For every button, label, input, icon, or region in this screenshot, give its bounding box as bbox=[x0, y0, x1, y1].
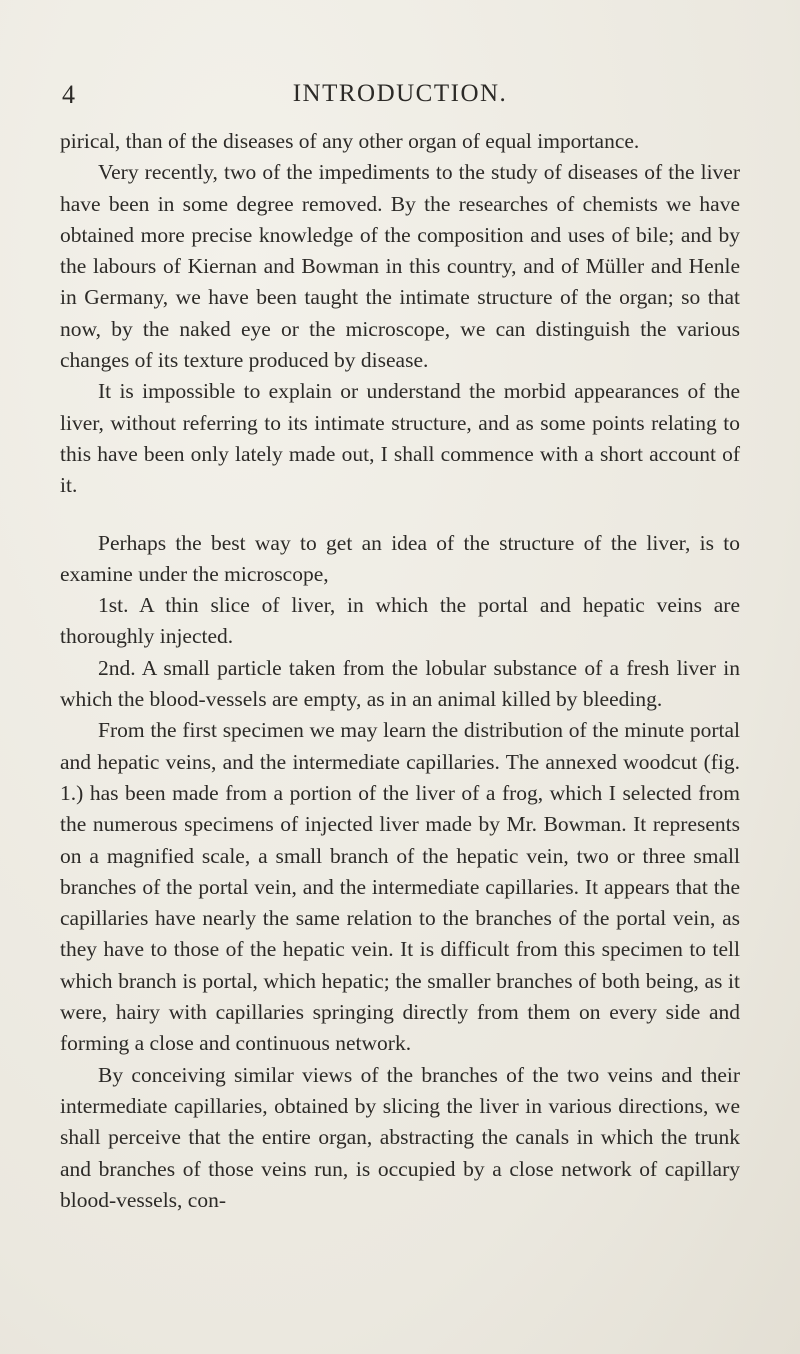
body-text bbox=[60, 126, 740, 1216]
paragraph-morbid-appearances: It is impossible to explain or understand the morbid appearances of the liver, without referring to its intimate structure, and as some points relating to this have been only lately made out, I shall commence with a short account of it. bbox=[60, 379, 740, 498]
page-number: 4 bbox=[62, 80, 75, 109]
running-head bbox=[62, 80, 738, 112]
paragraph-continuation: pirical, than of the diseases of any other organ of equal importance. bbox=[60, 129, 640, 153]
paragraph-similar-views: By conceiving similar views of the branches of the two veins and their intermediate capillaries, obtained by slicing the liver in various directions, we shall perceive that the entire organ, abstracting the canals in which the trunk and branches of those veins run, is occupied by a close network of capillary blood-vessels, con- bbox=[60, 1062, 740, 1212]
paragraph-recent-advances: Very recently, two of the impediments to the study of diseases of the liver have been in some degree removed. By the researches of chemists we have obtained more precise knowledge of the composition and uses of bile; and by the labours of Kiernan and Bowman in this country, and of Müller and Henle in Germany, we have been taught the intimate structure of the organ; so that now, by the naked eye or the microscope, we can distinguish the various changes of its texture produced by disease. bbox=[60, 160, 740, 373]
paragraph-distribution: From the first specimen we may learn the distribution of the minute portal and hepatic veins, and the intermediate capillaries. The annexed woodcut (fig. 1.) has been made from a portion of the liver of a frog, which I selected from the numerous specimens of injected liver made by Mr. Bowman. It represents on a magnified scale, a small branch of the hepatic vein, two or three small branches of the portal vein, and the intermediate capillaries. It appears that the capillaries have nearly the same relation to the branches of the portal vein, as they have to those of the hepatic vein. It is difficult from this specimen to tell which branch is portal, which hepatic; the smaller branches of both being, as it were, hairy with capillaries springing directly from them on every side and forming a close and continuous network. bbox=[60, 718, 740, 1056]
paragraph-second-specimen: 2nd. A small particle taken from the lobular substance of a fresh liver in which the blood-vessels are empty, as in an animal killed by bleeding. bbox=[60, 655, 740, 712]
running-title: INTRODUCTION. bbox=[292, 80, 508, 107]
paragraph-first-specimen: 1st. A thin slice of liver, in which the portal and hepatic veins are thoroughly injected. bbox=[60, 593, 740, 649]
paragraph-structure-intro: Perhaps the best way to get an idea of the structure of the liver, is to examine under the microscope, bbox=[60, 530, 740, 586]
